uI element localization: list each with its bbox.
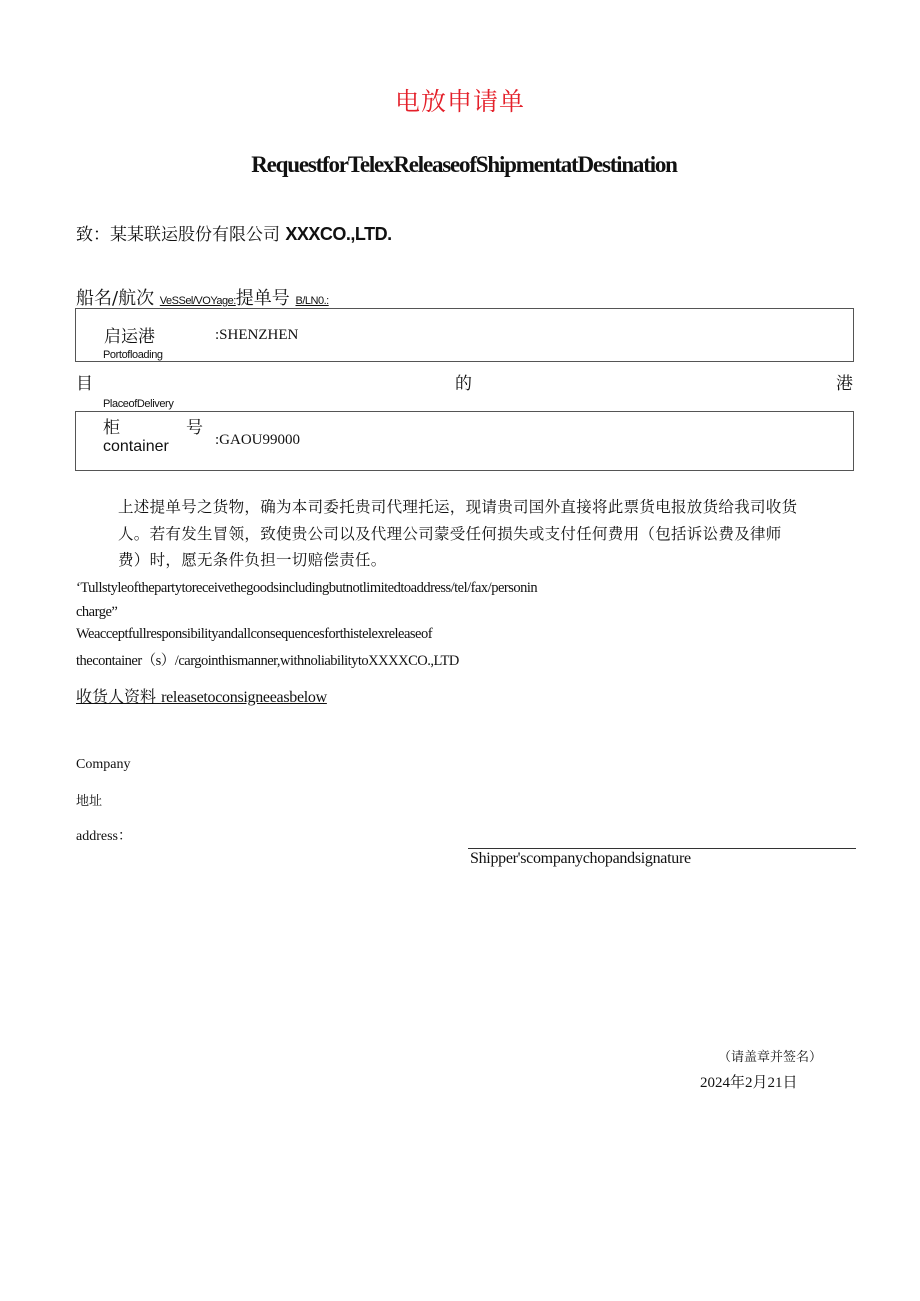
declaration-line-1: 上述提单号之货物，确为本司委托贵司代理托运，现请贵司国外直接将此票货电报放货给我司收货: [118, 498, 798, 516]
port-loading-label-cn: 启运港: [104, 327, 155, 347]
container-value: :GAOU99000: [215, 432, 300, 448]
bl-label-cn: 提单号: [235, 288, 296, 309]
address-field-label-en: address：: [76, 829, 132, 844]
addressee-company-en: XXXCO.,LTD.: [285, 224, 392, 244]
port-loading-box: [75, 308, 854, 362]
document-title-en: RequestforTelexReleaseofShipmentatDestination: [251, 152, 677, 177]
destination-char-2: 的: [455, 374, 472, 394]
container-label-cn-2: 号: [186, 418, 203, 438]
consignee-label-en: releasetoconsigneeasbelow: [161, 689, 327, 706]
vessel-voyage-line: [76, 284, 329, 310]
document-title-cn: 电放申请单: [394, 87, 525, 116]
port-loading-label-en: Portofloading: [103, 349, 163, 361]
consignee-heading: [76, 684, 327, 707]
destination-char-1: 目: [76, 374, 93, 394]
english-note-line-3: Weacceptfullresponsibilityandallconsequencesforthistelexreleaseof: [76, 626, 433, 642]
signature-label: Shipper'scompanychopandsignature: [470, 850, 691, 867]
signature-line: [468, 848, 856, 849]
english-note-line-1: ‘Tullstyleofthepartytoreceivethegoodsincludingbutnotlimitedtoaddress/tel/fax/personin: [76, 580, 538, 596]
bl-label-en: B/LN0.:: [295, 295, 329, 307]
container-label-cn-1: 柜: [103, 418, 120, 438]
declaration-line-3: 费）时，愿无条件负担一切赔偿责任。: [118, 551, 387, 569]
consignee-label-cn: 收货人资料: [76, 687, 162, 706]
addressee-prefix: 致：某某联运股份有限公司: [76, 225, 286, 245]
container-label-en: container: [103, 438, 169, 455]
vessel-label-en: VeSSel/VOYage:: [159, 295, 236, 307]
seal-note: （请盖章并签名）: [718, 1050, 823, 1065]
address-field-label-cn: 地址: [76, 794, 103, 809]
vessel-label-cn: 船名/航次: [76, 288, 160, 309]
port-loading-value: :SHENZHEN: [215, 327, 299, 343]
document-date: 2024年2月21日: [700, 1075, 798, 1091]
declaration-paragraph: [118, 494, 854, 574]
english-note-line-2: charge”: [76, 604, 118, 620]
destination-label-en: PlaceofDelivery: [103, 398, 174, 410]
declaration-line-2: 人。若有发生冒领，致使贵公司以及代理公司蒙受任何损失或支付任何费用（包括诉讼费及律师: [118, 524, 782, 543]
addressee-line: [76, 220, 392, 245]
company-field-label: Company: [76, 757, 131, 772]
english-note-line-4: thecontainer（s）/cargointhismanner,withnoliabilitytoXXXXCO.,LTD: [76, 653, 459, 669]
destination-char-3: 港: [836, 374, 853, 394]
